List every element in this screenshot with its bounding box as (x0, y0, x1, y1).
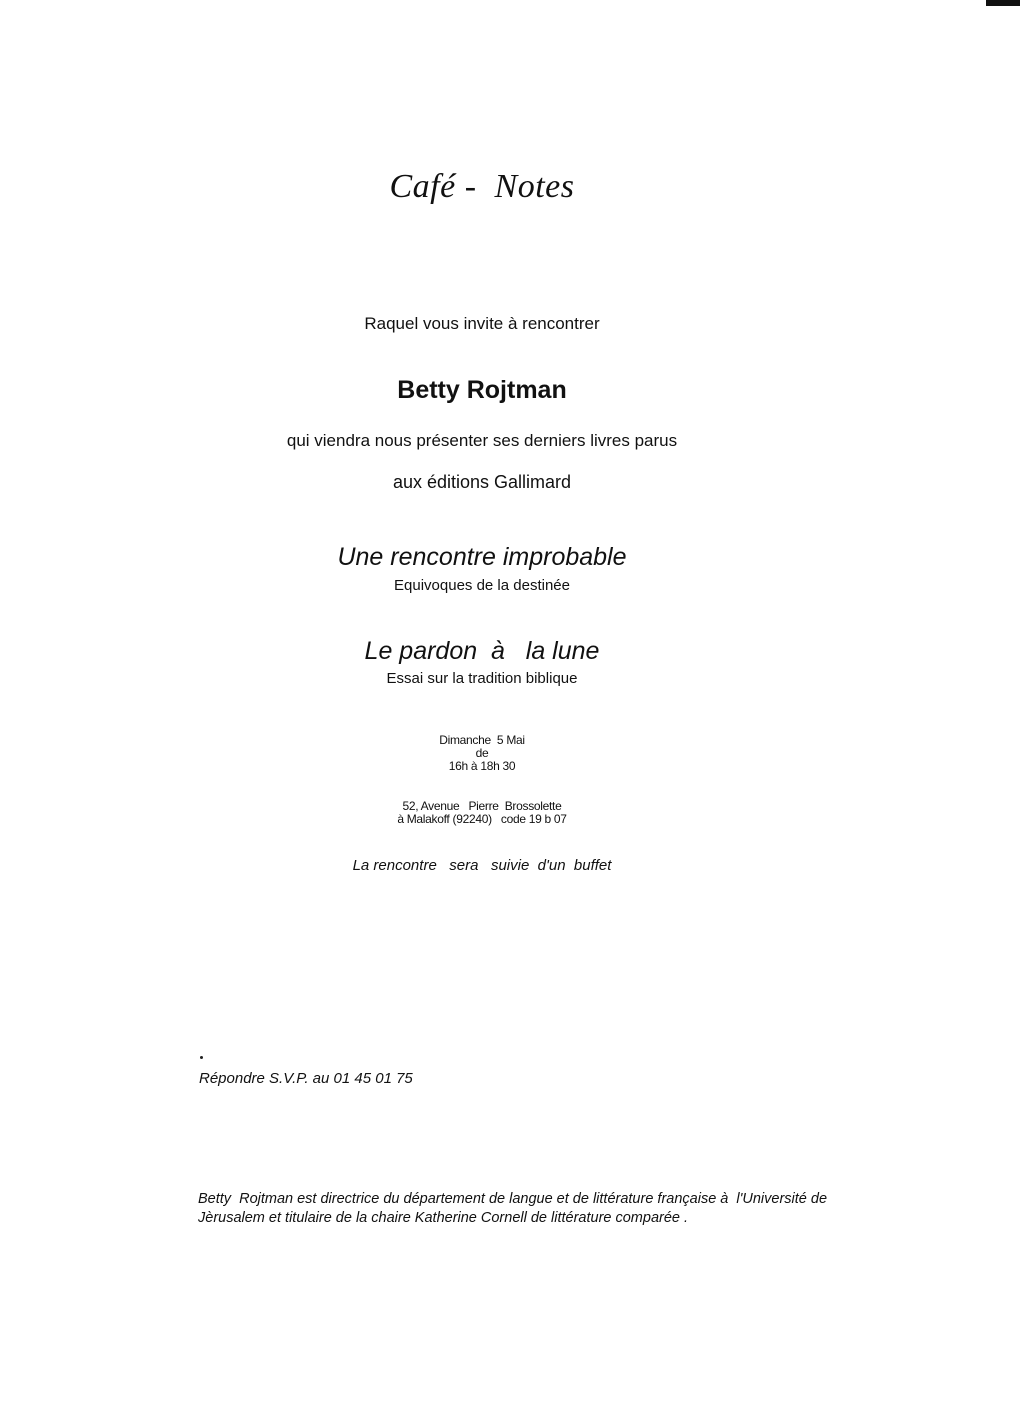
event-address-line2: à Malakoff (92240) code 19 b 07 (397, 812, 567, 826)
book-title: Une rencontre improbable (337, 543, 627, 571)
scan-speck (200, 1056, 203, 1059)
bio-line: Jèrusalem et titulaire de la chaire Katherine Cornell de littérature comparée . (198, 1210, 689, 1226)
book-subtitle: Essai sur la tradition biblique (386, 670, 578, 687)
book-subtitle: Equivoques de la destinée (394, 577, 570, 594)
event-address-line1: 52, Avenue Pierre Brossolette (402, 799, 562, 813)
invitation-intro: Raquel vous invite à rencontrer (364, 314, 600, 333)
event-de: de (475, 746, 489, 760)
event-date: Dimanche 5 Mai (439, 733, 525, 747)
rsvp-text: Répondre S.V.P. au 01 45 01 75 (199, 1070, 413, 1087)
book-title: Le pardon à la lune (364, 637, 600, 665)
author-name: Betty Rojtman (397, 376, 567, 404)
presentation-text: qui viendra nous présenter ses derniers livres parus (286, 431, 678, 450)
author-bio (198, 1190, 938, 1228)
publisher-text: aux éditions Gallimard (392, 472, 572, 492)
page-title: Café - Notes (389, 168, 575, 205)
buffet-note: La rencontre sera suivie d'un buffet (352, 857, 612, 874)
scan-corner-mark (986, 0, 1020, 6)
event-time: 16h à 18h 30 (448, 759, 516, 773)
bio-line: Betty Rojtman est directrice du département de langue et de littérature française à l'Université de (198, 1191, 828, 1207)
